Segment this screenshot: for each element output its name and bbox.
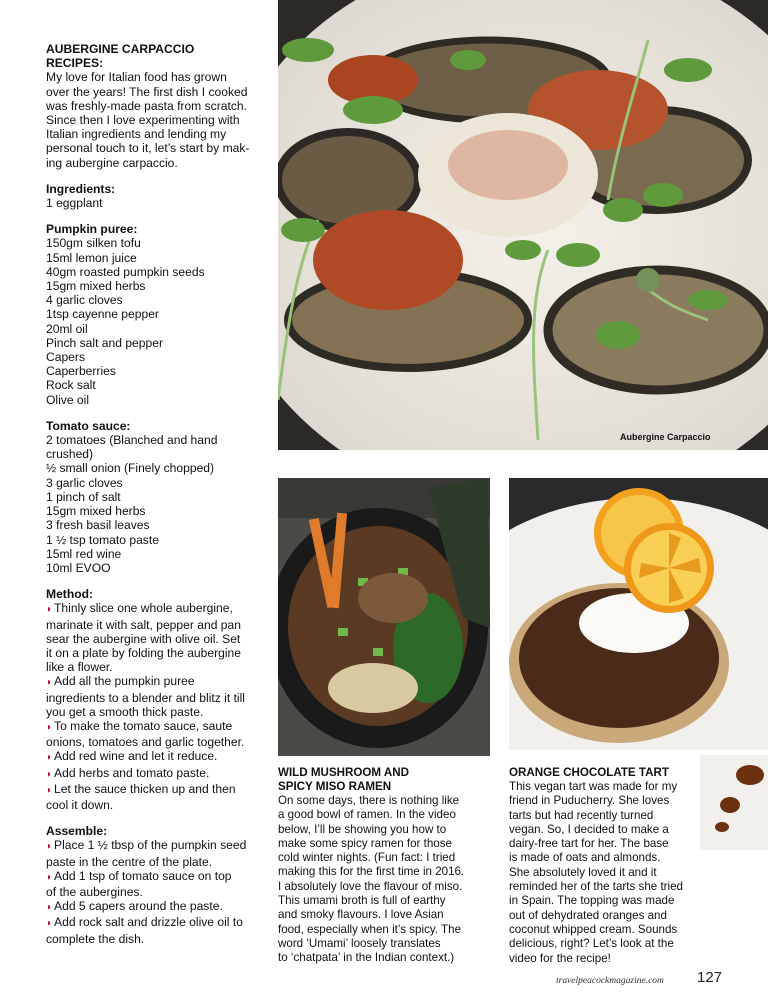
tart-photo-extension	[700, 755, 768, 850]
method-list	[46, 601, 268, 812]
puree-item: 4 garlic cloves	[46, 293, 123, 308]
ramen-body: On some days, there is nothing like a good bowl of ramen. In the video below, I’ll be showing you how to make some spicy ramen for those cold winter nights. (Fun fact: I tried making this for the first time in 2016. I absolutely love the flavour of miso. This umami broth is full of earthy and smoky flavours. I love Asian food, especially when it’s spicy. The word ‘Umami’ loosely translates to ‘chatpata’ in the Indian context.)	[278, 794, 465, 965]
ingredients-heading: Ingredients:	[46, 181, 116, 196]
intro-line: ing aubergine carpaccio.	[46, 155, 178, 170]
puree-item: Pinch salt and pepper	[46, 335, 163, 350]
intro-line: My love for Italian food has grown	[46, 70, 227, 85]
sauce-item: 15gm mixed herbs	[46, 504, 146, 519]
footer-url: travelpeacockmagazine.com	[556, 976, 664, 986]
bullet-icon: ◗	[46, 841, 53, 853]
assemble-step-line: complete the dish.	[46, 931, 145, 946]
bullet-icon: ◗	[46, 752, 53, 764]
method-step-line: like a flower.	[46, 660, 113, 675]
sauce-item: ½ small onion (Finely chopped)	[46, 461, 215, 476]
puree-item: Capers	[46, 350, 85, 365]
method-heading: Method:	[46, 587, 94, 602]
tart-body: This vegan tart was made for my friend in Puducherry. She loves tarts but had recently turned vegan. So, I decided to make a dairy-free tart for her. The base is made of oats and almonds. She absolutely loved it and it reminded her of the tarts she tried in Spain. The topping was made out of dehydrated oranges and coconut whipped cream. Sounds delicious, right? Let’s look at the video for the recipe!	[509, 780, 683, 965]
intro-line: personal touch to it, let’s start by mak-	[46, 141, 250, 156]
bullet-icon: ◗	[46, 604, 53, 616]
puree-item: 20ml oil	[46, 321, 88, 336]
bullet-icon: ◗	[46, 768, 53, 780]
bullet-icon: ◗	[46, 902, 53, 914]
ramen-photo	[278, 478, 490, 756]
assemble-step-line: paste in the centre of the plate.	[46, 854, 213, 869]
method-step-line: it on a plate by folding the aubergine	[46, 645, 241, 660]
photo-caption: Aubergine Carpaccio	[620, 432, 711, 442]
assemble-step: ◗ Add 1 tsp of tomato sauce on top	[46, 868, 232, 883]
tart-title: ORANGE CHOCOLATE TART	[509, 766, 669, 779]
assemble-list	[46, 838, 268, 945]
sauce-item: 2 tomatoes (Blanched and hand	[46, 433, 218, 448]
sauce-heading: Tomato sauce:	[46, 418, 131, 433]
sauce-item: crushed)	[46, 447, 94, 462]
puree-item: 1tsp cayenne pepper	[46, 307, 159, 322]
ramen-article	[278, 766, 500, 966]
sauce-item: 1 pinch of salt	[46, 489, 121, 504]
ramen-title: WILD MUSHROOM AND SPICY MISO RAMEN	[278, 766, 409, 793]
intro-line: over the years! The first dish I cooked	[46, 84, 248, 99]
puree-item: Rock salt	[46, 378, 96, 393]
method-step: ◗ Add red wine and let it reduce.	[46, 749, 218, 764]
sauce-item: 15ml red wine	[46, 546, 122, 561]
puree-list	[46, 236, 268, 406]
method-step-line: marinate it with salt, pepper and pan	[46, 617, 241, 632]
assemble-step: ◗ Place 1 ½ tbsp of the pumpkin seed	[46, 838, 247, 853]
method-step: ◗ Add all the pumpkin puree	[46, 674, 195, 689]
puree-heading: Pumpkin puree:	[46, 222, 138, 237]
puree-item: 150gm silken tofu	[46, 236, 141, 251]
method-step: ◗ Let the sauce thicken up and then	[46, 781, 236, 796]
assemble-step: ◗ Add 5 capers around the paste.	[46, 899, 223, 914]
method-step: ◗ To make the tomato sauce, saute	[46, 718, 233, 733]
puree-item: 40gm roasted pumpkin seeds	[46, 264, 205, 279]
bullet-icon: ◗	[46, 721, 53, 733]
assemble-step: ◗ Add rock salt and drizzle olive oil to	[46, 915, 243, 930]
sauce-item: 3 fresh basil leaves	[46, 518, 150, 533]
bullet-icon: ◗	[46, 677, 53, 689]
sauce-list	[46, 433, 268, 575]
method-step-line: onions, tomatoes and garlic together.	[46, 735, 245, 750]
sauce-item: 1 ½ tsp tomato paste	[46, 532, 159, 547]
assemble-step-line: of the aubergines.	[46, 884, 143, 899]
ingredient-item: 1 eggplant	[46, 196, 103, 211]
tart-article	[509, 766, 704, 966]
puree-item: 15ml lemon juice	[46, 250, 137, 265]
assemble-heading: Assemble:	[46, 824, 108, 839]
carpaccio-photo	[278, 0, 768, 450]
method-step-line: ingredients to a blender and blitz it till	[46, 690, 245, 705]
bullet-icon: ◗	[46, 918, 53, 930]
bullet-icon: ◗	[46, 784, 53, 796]
method-step-line: you get a smooth thick paste.	[46, 704, 204, 719]
method-step-line: cool it down.	[46, 797, 114, 812]
method-step: ◗ Add herbs and tomato paste.	[46, 765, 210, 780]
sauce-item: 3 garlic cloves	[46, 475, 123, 490]
intro-line: Italian ingredients and lending my	[46, 127, 227, 142]
page-number: 127	[697, 969, 723, 986]
method-step-line: sear the aubergine with olive oil. Set	[46, 631, 241, 646]
puree-item: Caperberries	[46, 364, 116, 379]
intro-line: was freshly-made pasta from scratch.	[46, 98, 247, 113]
recipe-intro	[46, 70, 268, 169]
method-step: ◗ Thinly slice one whole aubergine,	[46, 601, 233, 616]
bullet-icon: ◗	[46, 871, 53, 883]
recipe-title: AUBERGINE CARPACCIO	[46, 42, 195, 56]
intro-line: Since then I love experimenting with	[46, 113, 240, 128]
puree-item: Olive oil	[46, 392, 90, 407]
carpaccio-recipe-column	[46, 42, 268, 946]
recipe-subtitle: RECIPES:	[46, 56, 104, 71]
tart-photo	[509, 478, 768, 750]
sauce-item: 10ml EVOO	[46, 560, 111, 575]
puree-item: 15gm mixed herbs	[46, 279, 146, 294]
